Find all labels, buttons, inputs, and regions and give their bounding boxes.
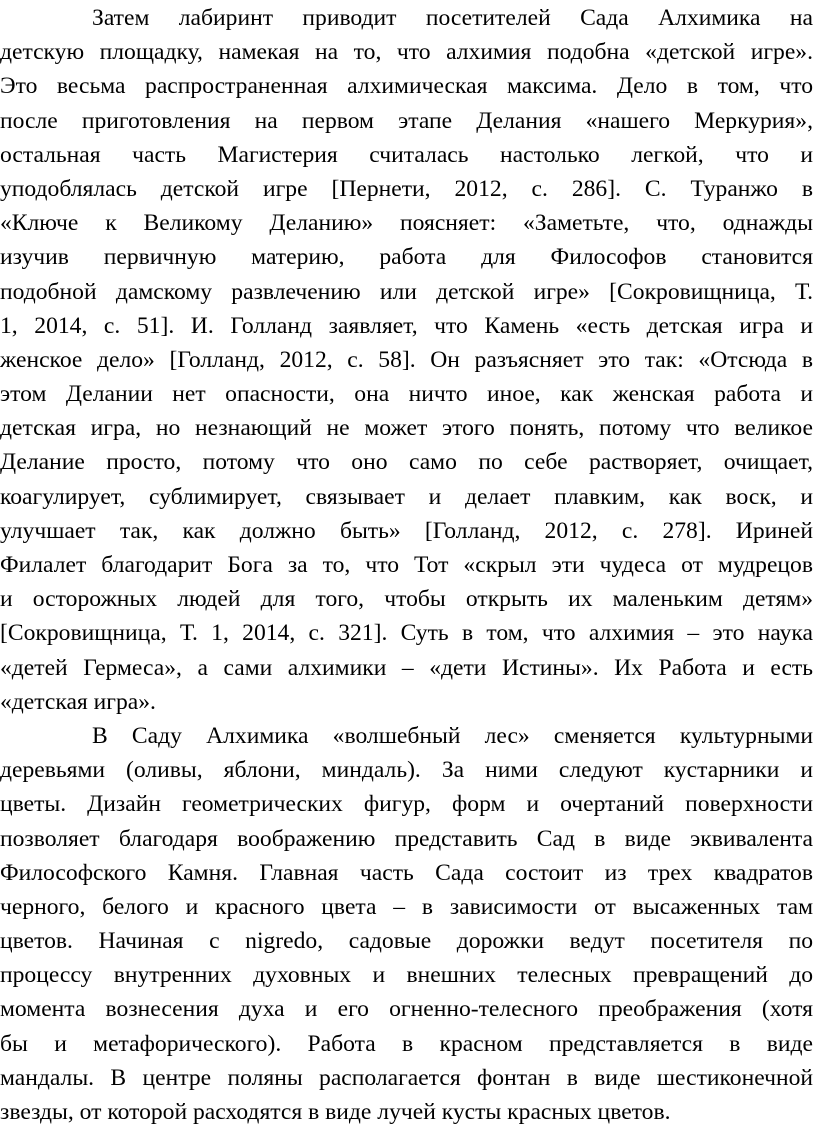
text-line: детская игра, но незнающий не может этого понять, потому что великое xyxy=(0,415,813,442)
text-line: бы и метафорического). Работа в красном представляется в виде xyxy=(0,1030,813,1057)
text-line: 1, 2014, с. 51]. И. Голланд заявляет, что Камень «есть детская игра и xyxy=(0,312,813,339)
text-line: детскую площадку, намекая на то, что алхимия подобна «детской игре». xyxy=(0,39,813,66)
text-line: «Ключе к Великому Деланию» поясняет: «Заметьте, что, однажды xyxy=(0,210,813,237)
text-line: изучив первичную материю, работа для Философов становится xyxy=(0,244,813,271)
text-line: этом Делании нет опасности, она ничто иное, как женская работа и xyxy=(0,381,813,408)
text-line: остальная часть Магистерия считалась настолько легкой, что и xyxy=(0,141,813,168)
text-line: Филалет благодарит Бога за то, что Тот «скрыл эти чудеса от мудрецов xyxy=(0,552,813,578)
text-line: черного, белого и красного цвета – в зависимости от высаженных там xyxy=(0,893,813,920)
text-line: цветы. Дизайн геометрических фигур, форм и очертаний поверхности xyxy=(0,791,813,818)
text-line: «детская игра». xyxy=(0,688,156,715)
text-line: и осторожных людей для того, чтобы открыть их маленьким детям» xyxy=(0,586,813,613)
text-line: улучшает так, как должно быть» [Голланд, 2012, с. 278]. Ириней xyxy=(0,517,813,544)
text-line: момента вознесения духа и его огненно-телесного преображения (хотя xyxy=(0,996,813,1023)
text-line: «детей Гермеса», а сами алхимики – «дети Истины». Их Работа и есть xyxy=(0,654,813,681)
text-line: Это весьма распространенная алхимическая максима. Дело в том, что xyxy=(0,73,813,100)
text-line: деревьями (оливы, яблони, миндаль). За ними следуют кустарники и xyxy=(0,757,813,784)
text-line: Делание просто, потому что оно само по себе растворяет, очищает, xyxy=(0,449,813,476)
text-line: коагулирует, сублимирует, связывает и делает плавким, как воск, и xyxy=(0,483,813,510)
text-line: Затем лабиринт приводит посетителей Сада Алхимика на xyxy=(92,5,813,31)
text-line: В Саду Алхимика «волшебный лес» сменяется культурными xyxy=(92,722,813,749)
text-line: мандалы. В центре поляны располагается фонтан в виде шестиконечной xyxy=(0,1064,813,1091)
text-line: цветов. Начиная с nigredo, садовые дорожки ведут посетителя по xyxy=(0,928,813,955)
text-line: процессу внутренних духовных и внешних телесных превращений до xyxy=(0,962,813,989)
text-line: после приготовления на первом этапе Делания «нашего Меркурия», xyxy=(0,107,813,134)
text-line: позволяет благодаря воображению представить Сад в виде эквивалента xyxy=(0,825,813,852)
text-line: [Сокровищница, Т. 1, 2014, с. 321]. Суть в том, что алхимия – это наука xyxy=(0,620,813,647)
text-line: Философского Камня. Главная часть Сада состоит из трех квадратов xyxy=(0,859,813,886)
text-line: подобной дамскому развлечению или детской игре» [Сокровищница, Т. xyxy=(0,278,813,305)
text-line: женское дело» [Голланд, 2012, с. 58]. Он разъясняет это так: «Отсюда в xyxy=(0,346,813,373)
text-line: уподоблялась детской игре [Пернети, 2012, с. 286]. С. Туранжо в xyxy=(0,175,813,202)
text-line: звезды, от которой расходятся в виде лучей кусты красных цветов. xyxy=(0,1099,671,1125)
paragraph-2 xyxy=(0,719,813,1129)
